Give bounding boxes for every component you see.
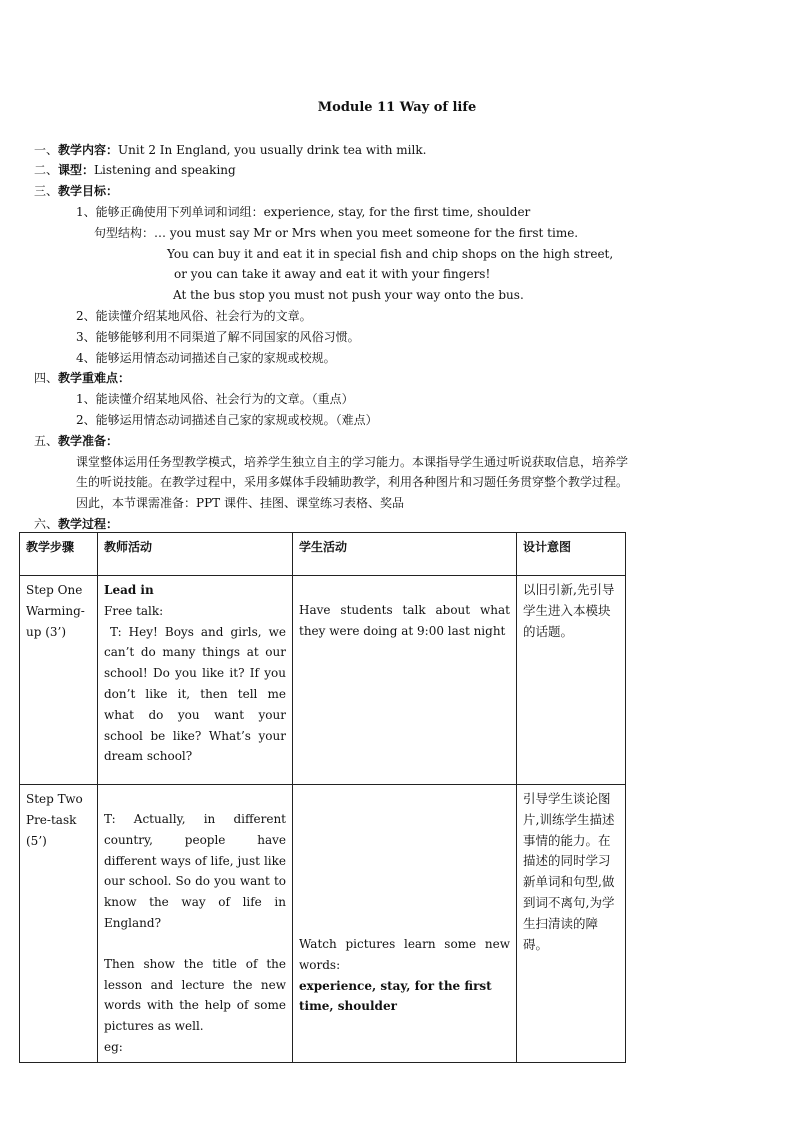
section-text: Listening and speaking <box>94 163 236 177</box>
teacher-dialogue: T: Hey! Boys and girls, we can’t do many things at our school! Do you like it? If you don’t like it, then tell me what do you want your school be like? What’s your dream school? <box>104 624 286 764</box>
preparation-line: 生的听说技能。在教学过程中，采用多媒体手段辅助教学，利用各种图片和习题任务贯穿整个教学过程。 <box>76 475 629 489</box>
section-label: 教学重难点： <box>58 371 131 385</box>
section-preparation <box>34 433 118 449</box>
section-number: 四、 <box>34 371 59 385</box>
section-label: 教学目标： <box>58 184 119 198</box>
pattern-sentence: or you can take it away and eat it with your fingers! <box>174 267 491 281</box>
section-label: 教学内容： <box>58 143 119 157</box>
student-activity-cell <box>293 576 517 785</box>
header-design-intent: 设计意图 <box>517 533 626 576</box>
section-label: 课型： <box>58 163 95 177</box>
student-activity-text: Watch pictures learn some new words: <box>299 937 510 972</box>
header-teacher-activity: 教师活动 <box>98 533 293 576</box>
table-row <box>20 785 626 1063</box>
header-student-activity: 学生活动 <box>293 533 517 576</box>
preparation-line: 因此，本节课需准备：PPT 课件、挂图、课堂练习表格、奖品 <box>76 496 404 510</box>
design-intent-cell: 以旧引新,先引导学生进入本模块的话题。 <box>517 576 626 785</box>
step-cell: Step Two Pre-task (5’) <box>20 785 98 1063</box>
section-number: 五、 <box>34 434 59 448</box>
section-number: 三、 <box>34 184 59 198</box>
preparation-line: 课堂整体运用任务型教学模式，培养学生独立自主的学习能力。本课指导学生通过听说获取信息，培养学 <box>76 455 629 469</box>
teaching-process-table <box>19 532 626 1063</box>
page-title: Module 11 Way of life <box>317 100 477 115</box>
section-text: Unit 2 In England, you usually drink tea with milk. <box>118 143 427 157</box>
table-header-row <box>20 533 626 576</box>
pattern-sentence: At the bus stop you must not push your way onto the bus. <box>173 288 524 302</box>
teacher-activity-text: eg: <box>104 1039 123 1054</box>
key-point-2: 2、能够运用情态动词描述自己家的家规或校规。（难点） <box>76 413 378 427</box>
section-number: 六、 <box>34 517 59 531</box>
teacher-activity-text: T: Actually, in different country, people have different ways of life, just like our school. So do you want to know the way of life in England? <box>104 812 286 930</box>
objective-1: 1、能够正确使用下列单词和词组：experience, stay, for the first time, shoulder <box>76 205 531 219</box>
new-words-list: experience, stay, for the first time, shoulder <box>299 978 492 1014</box>
section-process <box>34 516 118 532</box>
section-number: 一、 <box>34 143 59 157</box>
pattern-label: 句型结构： <box>94 226 155 240</box>
header-step: 教学步骤 <box>20 533 98 576</box>
design-intent-cell: 引导学生谈论图片,训练学生描述事情的能力。在描述的同时学习新单词和句型,做到词不离句,为学生扫清读的障碍。 <box>517 785 626 1063</box>
teacher-activity-cell <box>98 785 293 1063</box>
section-objectives <box>34 183 118 199</box>
free-talk-label: Free talk: <box>104 603 164 618</box>
objective-2: 2、能读懂介绍某地风俗、社会行为的文章。 <box>76 309 312 323</box>
teacher-activity-text: Then show the title of the lesson and lecture the new words with the help of some pictures as well. <box>104 956 286 1034</box>
lead-in-heading: Lead in <box>104 583 154 597</box>
section-label: 教学过程： <box>58 517 119 531</box>
section-content <box>34 142 426 158</box>
sentence-pattern-line-1 <box>94 225 578 241</box>
student-activity-cell <box>293 785 517 1063</box>
objective-3: 3、能够能够利用不同渠道了解不同国家的风俗习惯。 <box>76 330 360 344</box>
section-label: 教学准备： <box>58 434 119 448</box>
student-activity-text: Have students talk about what they were doing at 9:00 last night <box>299 603 510 638</box>
teacher-activity-cell <box>98 576 293 785</box>
table-row <box>20 576 626 785</box>
pattern-sentence: … you must say Mr or Mrs when you meet someone for the first time. <box>154 226 579 240</box>
key-point-1: 1、能读懂介绍某地风俗、社会行为的文章。（重点） <box>76 392 354 406</box>
objective-4: 4、能够运用情态动词描述自己家的家规或校规。 <box>76 351 336 365</box>
section-lesson-type <box>34 162 236 178</box>
section-number: 二、 <box>34 163 59 177</box>
step-cell: Step One Warming-up (3’) <box>20 576 98 785</box>
section-key-points <box>34 370 130 386</box>
pattern-sentence: You can buy it and eat it in special fish and chip shops on the high street, <box>167 247 614 261</box>
